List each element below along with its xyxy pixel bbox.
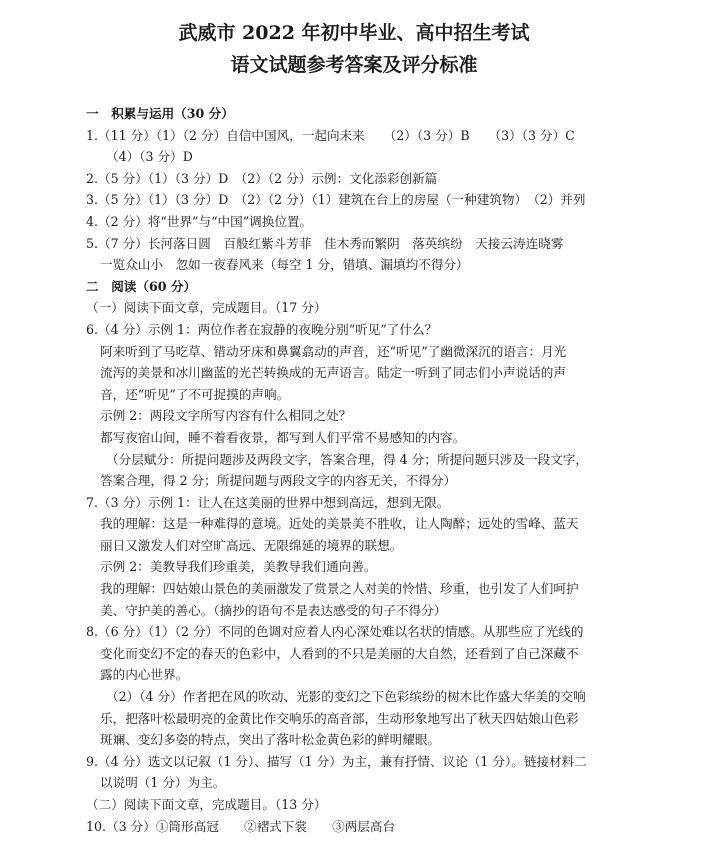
answer-line: 5.（7 分）长河落日圆 百般红紫斗芳菲 佳木秀而繁阴 落英缤纷 天接云涛连晓雾 [86,235,564,251]
answer-line: 乐，把落叶松最明亮的金黄比作交响乐的高音部，生动形象地写出了秋天四姑娘山色彩 [100,710,579,726]
section-heading: 一 积累与运用（30 分） [86,106,234,121]
answer-line: 我的理解：四姑娘山景色的美丽激发了赏景之人对美的怜惜、珍重，也引发了人们呵护 [100,581,579,597]
answer-line: 示例 2：美教导我们珍重美，美教导我们通向善。 [100,559,377,575]
answer-line: 都写夜宿山间，睡不着看夜景，都写到人们平常不易感知的内容。 [100,429,466,445]
answer-line: 4.（2 分）将“世界”与“中国”调换位置。 [86,213,313,229]
answer-line: 阿来听到了马吃草、错动牙床和鼻翼翕动的声音，还“听见”了幽微深沉的语言：月光 [100,343,567,359]
answer-line: 流泻的美景和冰川幽蓝的光芒转换成的无声语言。陆定一听到了同志们小声说话的声 [100,365,566,381]
answer-line: 7.（3 分）示例 1：让人在这美丽的世界中想到高远，想到无限。 [86,494,450,510]
answer-line: 以说明（1 分）为主。 [100,775,226,791]
answer-line: 答案合理，得 2 分；所提问题与两段文字的内容无关，不得分） [100,473,457,489]
answer-line: 10.（3 分）①筒形高冠 ②褶式下裳 ③两层高台 [86,818,396,834]
answer-line: 9.（4 分）选文以记叙（1 分）、描写（1 分）为主，兼有抒情、议论（1 分）。链接材料二 [86,753,587,769]
answer-line: 2.（5 分）（1）（3 分）D （2）（2 分）示例：文化添彩创新篇 [86,170,438,186]
answer-line: 音，还“听见”了不可捉摸的声响。 [100,386,290,402]
answer-line: 1.（11 分）（1）（2 分）自信中国风，一起向未来 （2）（3 分）B （3）（3 分）C [86,127,575,143]
answer-line: 8.（6 分）（1）（2 分）不同的色调对应着人内心深处难以名状的情感。从那些应了光线的 [86,624,584,640]
document-subtitle: 语文试题参考答案及评分标准 [230,54,478,76]
answer-line: （4）（3 分）D [106,149,193,165]
answer-line: 丽日又激发人们对空旷高远、无限绵延的境界的联想。 [100,537,403,553]
answer-line: 露的内心世界。 [100,667,189,683]
answer-line: 6.（4 分）示例 1：两位作者在寂静的夜晚分别“听见”了什么？ [86,321,438,337]
answer-line: 示例 2：两段文字所写内容有什么相同之处？ [100,408,352,424]
answer-line: （分层赋分：所提问题涉及两段文字，答案合理，得 4 分；所提问题只涉及一段文字， [106,451,588,467]
answer-line: （一）阅读下面文章，完成题目。（17 分） [86,300,327,316]
document-title: 武威市 2022 年初中毕业、高中招生考试 [178,22,530,44]
answer-line: 变化而变幻不定的春天的色彩中，人看到的不只是美丽的大自然，还看到了自己深藏不 [100,645,579,661]
answer-line: （2）（4 分）作者把在风的吹动、光影的变幻之下色彩缤纷的树木比作盛大华美的交响 [106,689,586,705]
answer-line: 3.（5 分）（1）（3 分）D （2）（2 分）（1）建筑在台上的房屋（一种建筑物） （2）并列 [86,192,586,208]
answer-line: 美、守护美的善心。（摘抄的语句不是表达感受的句子不得分） [100,602,447,618]
section-heading: 二 阅读（60 分） [86,278,197,294]
answer-line: 斑斓、变幻多姿的特点，突出了落叶松金黄色彩的鲜明耀眼。 [100,732,441,748]
answer-line: 一览众山小 忽如一夜春风来（每空 1 分，错填、漏填均不得分） [100,257,469,273]
answer-body [86,103,646,837]
answer-line: 我的理解：这是一种难得的意境。近处的美景美不胜收，让人陶醉；远处的雪峰、蓝天 [100,516,579,532]
answer-line: （二）阅读下面文章，完成题目。（13 分） [86,797,327,812]
